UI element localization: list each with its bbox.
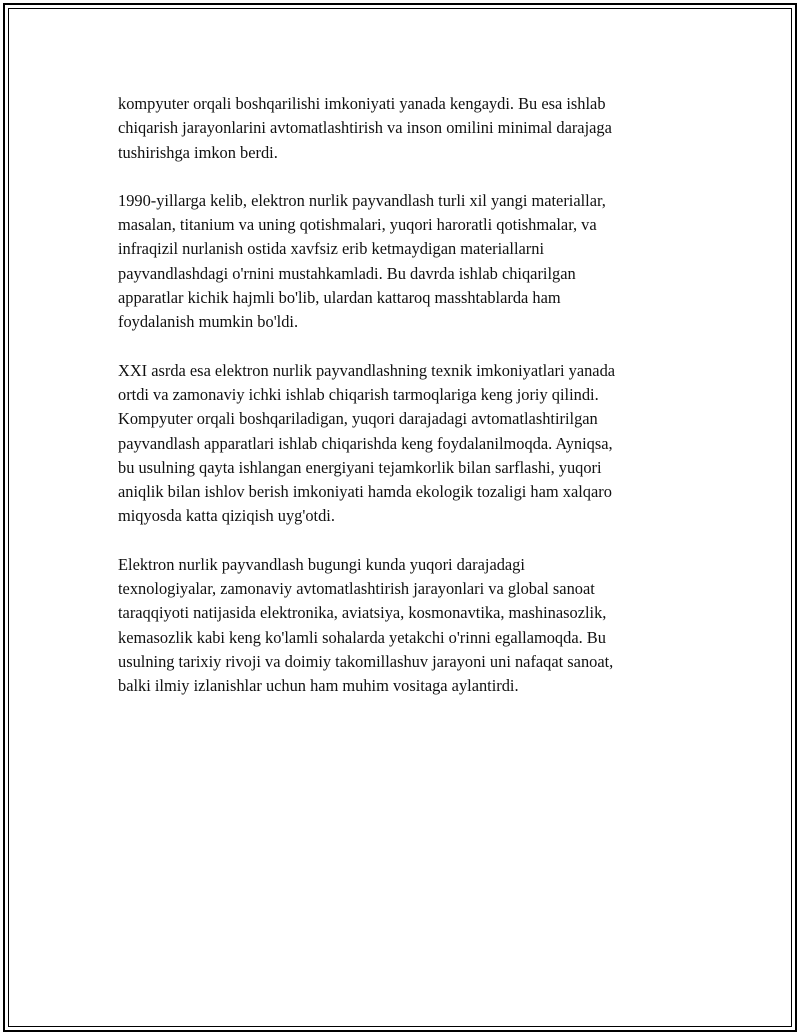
paragraph-4: Elektron nurlik payvandlash bugungi kunda yuqori darajadagi texnologiyalar, zamonaviy avtomatlashtirish jarayonlari va global sanoat taraqqiyoti natijasida elektronika, aviatsiya, kosmonavtika, mashinasozlik, kemasozlik kabi keng ko'lamli sohalarda yetakchi o'rinni egallamoqda. Bu usulning tarixiy rivoji va doimiy takomillashuv jarayoni uni nafaqat sanoat, balki ilmiy izlanishlar uchun ham muhim vositaga aylantirdi. xyxy=(118,554,614,696)
paragraph-1: kompyuter orqali boshqarilishi imkoniyati yanada kengaydi. Bu esa ishlab chiqarish jarayonlarini avtomatlashtirish va inson omilini minimal darajaga tushirishga imkon berdi. xyxy=(118,94,612,162)
paragraph-3: XXI asrda esa elektron nurlik payvandlashning texnik imkoniyatlari yanada ortdi va zamonaviy ichki ishlab chiqarish tarmoqlariga keng joriy qilindi. Kompyuter orqali boshqariladigan, yuqori darajadagi avtomatlashtirilgan payvandlash apparatlari ishlab chiqarishda keng foydalanilmoqda. Ayniqsa, bu usulning qayta ishlangan energiyani tejamkorlik bilan sarflashi, yuqori aniqlik bilan ishlov berish imkoniyati hamda ekologik tozaligi ham xalqaro miqyosda katta qiziqish uyg'otdi. xyxy=(118,360,616,526)
paragraph-2: 1990-yillarga kelib, elektron nurlik payvandlash turli xil yangi materiallar, masalan, titanium va uning qotishmalari, yuqori haroratli qotishmalar, va infraqizil nurlanish ostida xavfsiz erib ketmaydigan materiallarni payvandlashdagi o'rnini mustahkamladi. Bu davrda ishlab chiqarilgan apparatlar kichik hajmli bo'lib, ulardan kattaroq masshtablarda ham foydalanish mumkin bo'ldi. xyxy=(118,190,606,332)
document-body xyxy=(118,92,684,723)
